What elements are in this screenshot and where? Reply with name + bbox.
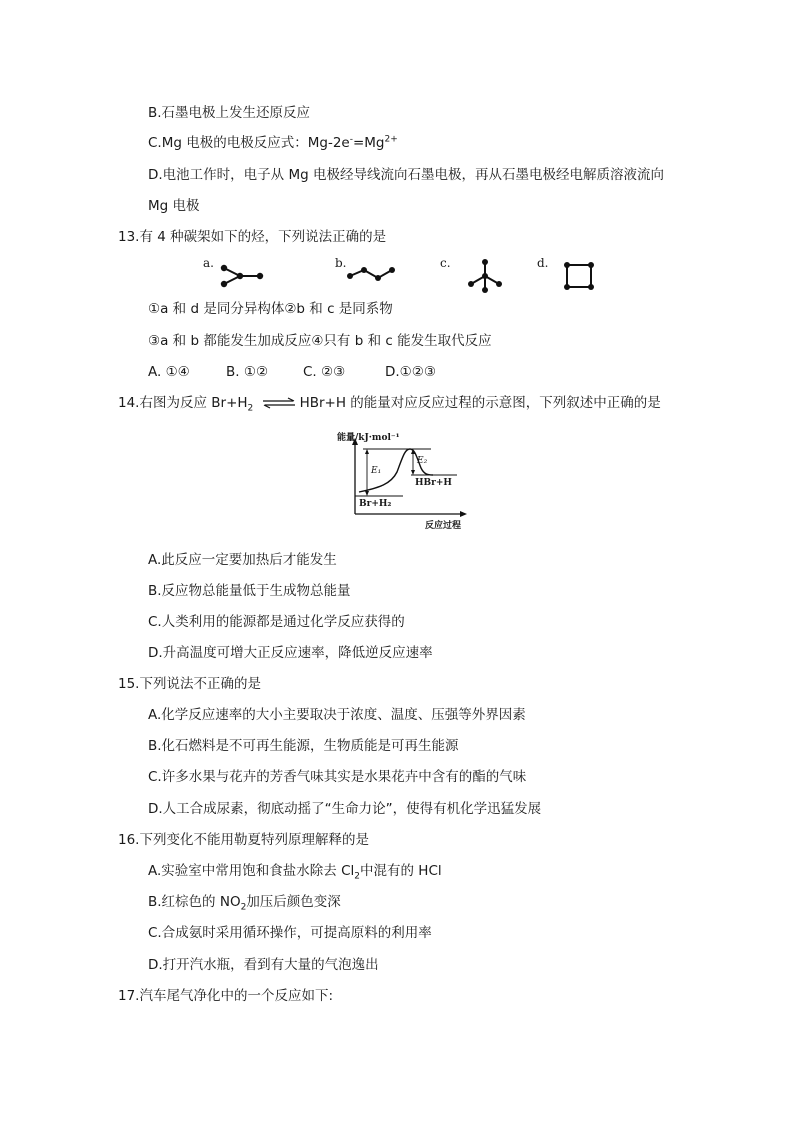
cl2-subscript: 2 (354, 871, 360, 882)
q14-option-b: B.反应物总能量低于生成物总能量 (148, 583, 351, 599)
q15-option-d: D.人工合成尿素，彻底动摇了“生命力论”，使得有机化学迅猛发展 (148, 801, 542, 817)
carbon-skeleton-b (332, 256, 412, 292)
q16-option-a-pre: A.实验室中常用饱和食盐水除去 Cl (148, 863, 355, 879)
q14-option-d: D.升高温度可增大正反应速率，降低逆反应速率 (148, 645, 433, 661)
electron-charge: - (349, 134, 353, 145)
carbon-skeleton-c (440, 256, 520, 296)
q14-option-a: A.此反应一定要加热后才能发生 (148, 552, 337, 568)
q16-option-b-post: 加压后颜色变深 (246, 894, 341, 910)
skeleton-label-b: b. (335, 256, 347, 270)
skeleton-d-drawing (537, 256, 607, 292)
mg-charge: 2+ (384, 134, 398, 145)
q16-option-a-post: 中混有的 HCl (360, 863, 442, 879)
q14-stem-post: HBr+H 的能量对应反应过程的示意图，下列叙述中正确的是 (299, 395, 661, 411)
h2-subscript: 2 (247, 403, 254, 414)
q14-stem-pre: 14.右图为反应 Br+H (118, 395, 248, 411)
q14-stem (118, 394, 661, 412)
energy-axis-label: 能量/kJ·mol⁻¹ (337, 433, 400, 443)
q16-option-d: D.打开汽水瓶，看到有大量的气泡逸出 (148, 957, 379, 973)
q17-stem: 17.汽车尾气净化中的一个反应如下: (118, 988, 334, 1004)
skeleton-label-d: d. (537, 256, 549, 270)
skeleton-c-drawing (440, 256, 520, 296)
no2-subscript: 2 (240, 902, 247, 913)
q13-statements-2: ③a 和 b 都能发生加成反应④只有 b 和 c 能发生取代反应 (148, 333, 492, 349)
q12-option-c-mid: =Mg (352, 135, 385, 151)
q14-option-c: C.人类利用的能源都是通过化学反应获得的 (148, 614, 405, 630)
q13-choice-c: C. ②③ (303, 364, 346, 380)
q15-option-a: A.化学反应速率的大小主要取决于浓度、温度、压强等外界因素 (148, 707, 526, 723)
q12-option-d-line2: Mg 电极 (148, 198, 200, 214)
q12-option-c (148, 134, 398, 152)
q12-option-c-text: C.Mg 电极的电极反应式：Mg-2e (148, 135, 350, 151)
q16-option-b (148, 893, 341, 911)
equilibrium-arrow-icon (261, 397, 297, 409)
q13-choice-a: A. ①④ (148, 364, 190, 380)
q16-option-b-pre: B.红棕色的 NO (148, 894, 241, 910)
carbon-skeleton-d (537, 256, 607, 292)
carbon-skeleton-a (200, 256, 280, 292)
skeleton-a-drawing (200, 256, 280, 292)
skeleton-label-a: a. (203, 256, 214, 270)
e1-label: E₁ (371, 466, 382, 476)
q16-stem: 16.下列变化不能用勒夏特列原理解释的是 (118, 832, 369, 848)
skeleton-label-c: c. (440, 256, 451, 270)
q13-statements-1: ①a 和 d 是同分异构体②b 和 c 是同系物 (148, 301, 393, 317)
reactants-label: Br+H₂ (359, 499, 392, 509)
q15-option-b: B.化石燃料是不可再生能源，生物质能是可再生能源 (148, 738, 459, 754)
q16-option-c: C.合成氨时采用循环操作，可提高原料的利用率 (148, 925, 432, 941)
q15-stem: 15.下列说法不正确的是 (118, 676, 261, 692)
energy-diagram-svg (333, 428, 473, 532)
skeleton-b-drawing (332, 256, 412, 292)
q13-choice-d: D.①②③ (385, 364, 436, 380)
q12-option-b: B.石墨电极上发生还原反应 (148, 105, 311, 121)
e2-label: E₂ (417, 456, 428, 466)
products-label: HBr+H (415, 478, 452, 488)
energy-diagram (333, 428, 473, 532)
q15-option-c: C.许多水果与花卉的芳香气味其实是水果花卉中含有的酯的气味 (148, 769, 527, 785)
reaction-progress-label: 反应过程 (425, 521, 462, 531)
q13-stem: 13.有 4 种碳架如下的烃，下列说法正确的是 (118, 229, 387, 245)
q16-option-a (148, 862, 442, 880)
q12-option-d-line1: D.电池工作时，电子从 Mg 电极经导线流向石墨电极，再从石墨电极经电解质溶液流向 (148, 167, 664, 183)
q13-choice-b: B. ①② (226, 364, 269, 380)
